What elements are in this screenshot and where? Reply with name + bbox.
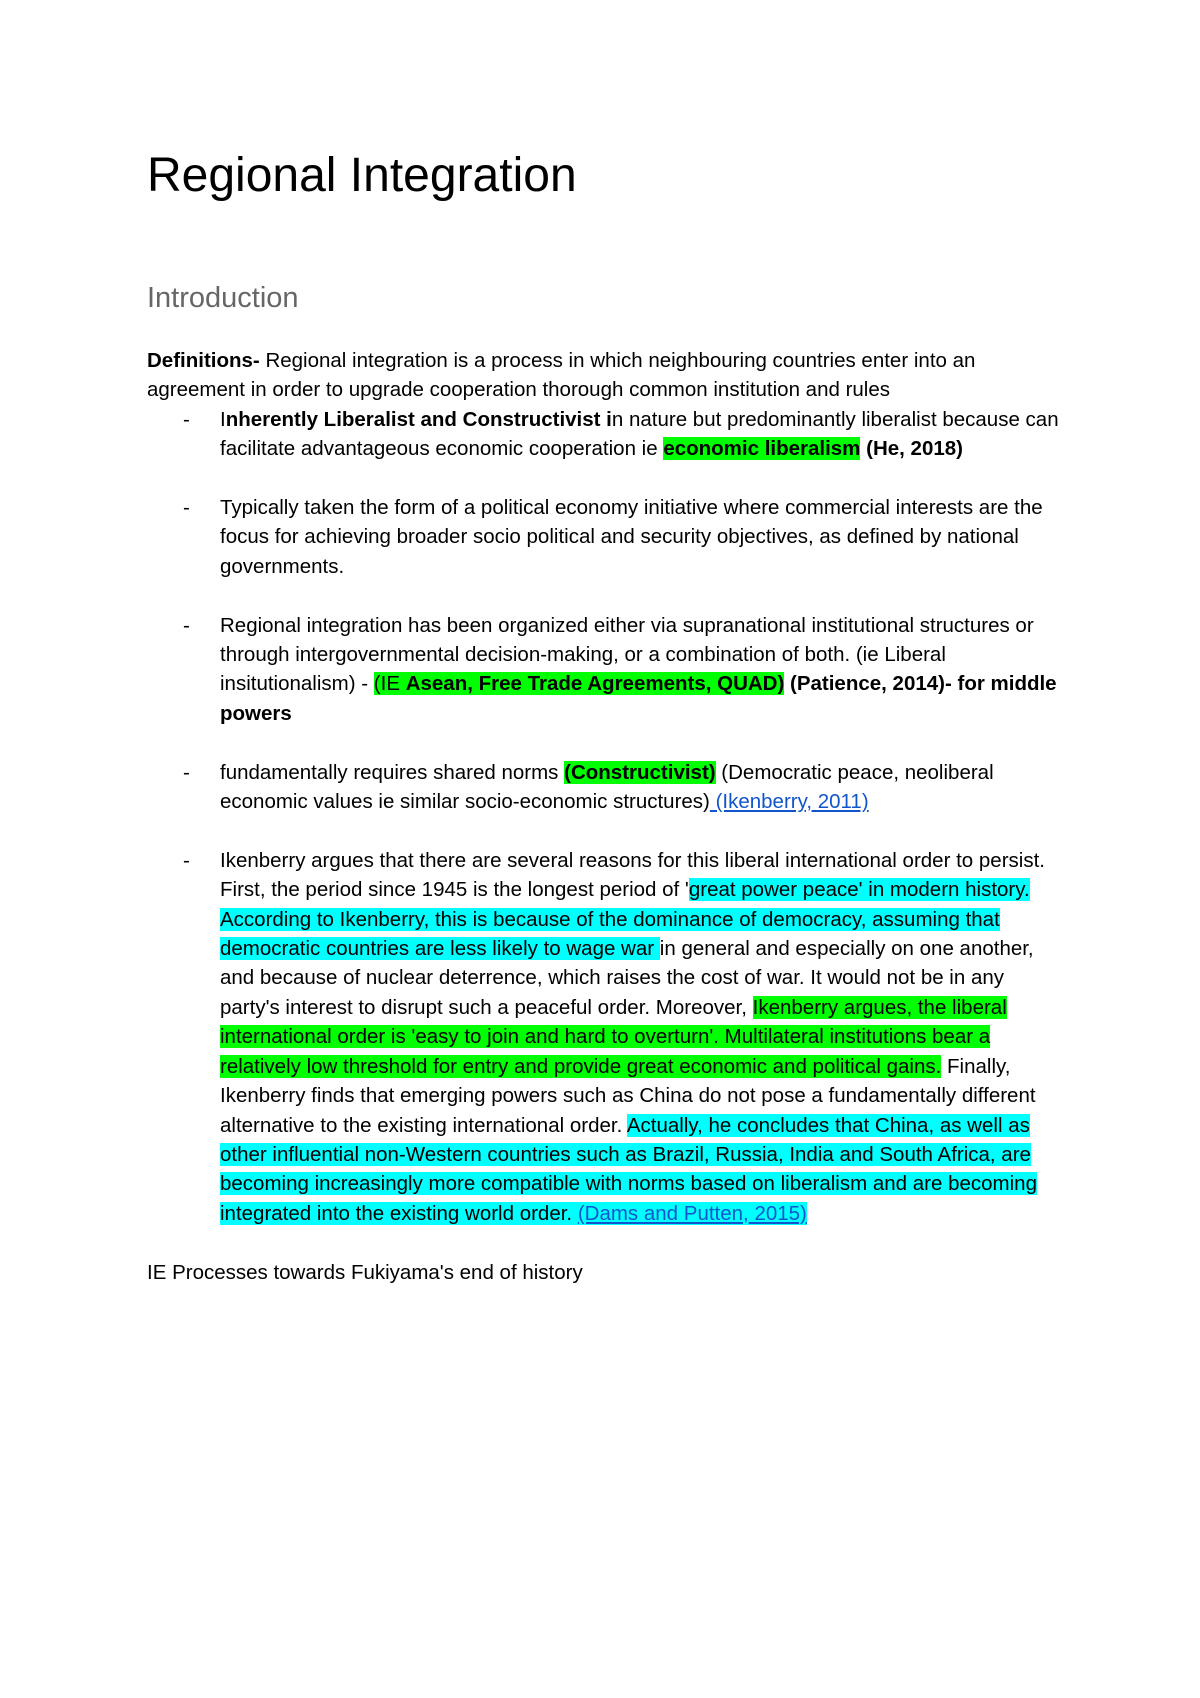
- highlight-text: (IE: [373, 672, 406, 696]
- document-body: [147, 346, 1067, 1287]
- bullet-text: (Democratic peace, neoliberal economic values ie similar socio-economic structures): [220, 760, 994, 814]
- bold-text: Asean, Free Trade Agreements, QUAD): [405, 672, 785, 696]
- bullet-text: I: [220, 407, 226, 431]
- bullet-text: in general and especially on one another, and because of nuclear deterrence, which raises the cost of war. It would not be in any party's interest to disrupt such a peaceful order. Moreover,: [220, 937, 1034, 1019]
- citation-link[interactable]: (Dams and Putten, 2015): [577, 1201, 807, 1225]
- definitions-text: Regional integration is a process in which neighbouring countries enter into an agreement in order to upgrade cooperation thorough common institution and rules: [147, 349, 976, 402]
- citation-link[interactable]: (Ikenberry, 2011): [709, 790, 869, 814]
- bullet-text: n nature but predominantly liberalist because can facilitate advantageous economic cooperation ie: [220, 407, 1059, 461]
- closing-paragraph: IE Processes towards Fukiyama's end of history: [147, 1260, 583, 1284]
- highlight-cyan: Actually, he concludes that China, as well as other influential non-Western countries such as Brazil, Russia, India and South Africa, are becoming increasingly more compatible with norms based on liberalism and are becoming integrated into the existing world order.: [220, 1113, 1037, 1225]
- bullet-item: [147, 758, 1067, 817]
- bullet-list: [147, 405, 1067, 1228]
- definitions-label: Definitions-: [147, 349, 260, 372]
- bullet-text: Finally, Ikenberry finds that emerging powers such as China do not pose a fundamentally different alternative to the existing international order.: [220, 1054, 1036, 1137]
- citation-bold: (He, 2018): [866, 437, 963, 461]
- bullet-text: Ikenberry argues that there are several reasons for this liberal international order to persist. First, the period since 1945 is the longest period of ': [220, 848, 1045, 902]
- highlight-cyan: great power peace' in modern history. According to Ikenberry, this is because of the dominance of democracy, assuming that democratic countries are less likely to wage war: [220, 878, 1030, 961]
- bold-text: nherently Liberalist and Constructivist i: [225, 407, 612, 431]
- citation-bold: (Patience, 2014)- for middle powers: [220, 672, 1057, 725]
- highlight-green: Ikenberry argues, the liberal international order is 'easy to join and hard to overturn'. Multilateral institutions bear a relatively low threshold for entry and provide great economic and political gains.: [220, 995, 1007, 1078]
- definitions-paragraph: [147, 346, 1067, 405]
- bullet-item: [147, 846, 1067, 1228]
- highlight-green: (Constructivist): [564, 760, 716, 784]
- bullet-item: [147, 611, 1067, 729]
- bullet-item: [147, 405, 1067, 464]
- bullet-text: Typically taken the form of a political economy initiative where commercial interests are the focus for achieving broader socio political and security objectives, as defined by national governments.: [220, 496, 1043, 578]
- document-title: Regional Integration: [147, 149, 577, 202]
- bullet-text: fundamentally requires shared norms: [220, 760, 565, 784]
- bullet-item: [147, 493, 1067, 581]
- highlight-green: [374, 672, 785, 695]
- bullet-text: Regional integration has been organized either via supranational institutional structures or through intergovernmental decision-making, or a combination of both. (ie Liberal insitutionalism) -: [220, 613, 1034, 696]
- section-heading: Introduction: [147, 282, 299, 314]
- highlight-green: economic liberalism: [663, 437, 861, 461]
